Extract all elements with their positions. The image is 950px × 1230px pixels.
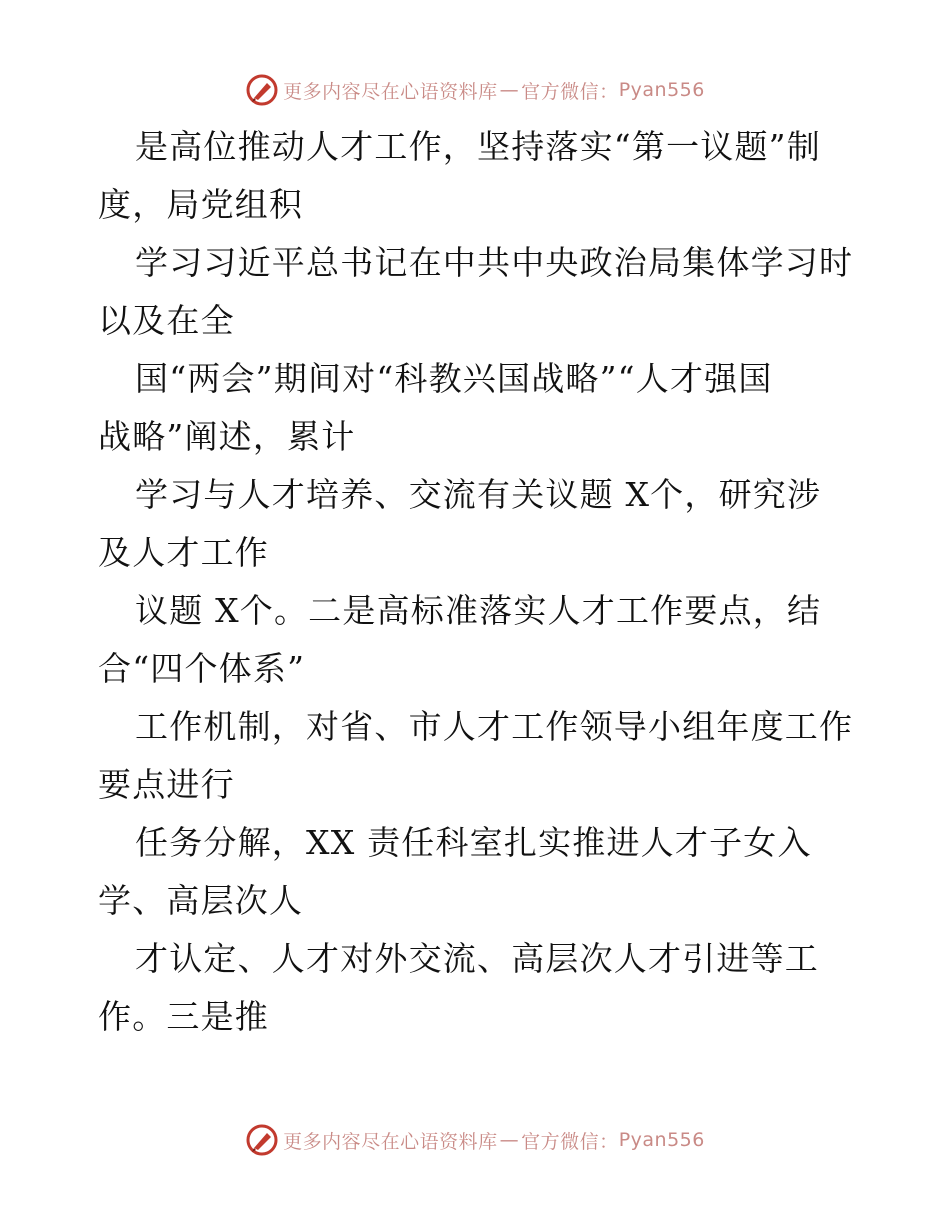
document-line: 合“四个体系” — [98, 649, 306, 688]
watermark-separator: — — [499, 79, 520, 101]
document-line: 学习与人才培养、交流有关议题 X个，研究涉 — [135, 475, 822, 514]
document-line: 任务分解，XX 责任科室扎实推进人才子女入 — [135, 823, 812, 862]
pen-logo-icon — [245, 1123, 279, 1157]
document-line: 以及在全 — [98, 301, 235, 340]
document-line: 国“两会”期间对“科教兴国战略”“人才强国 — [135, 359, 773, 398]
watermark-separator: — — [499, 1129, 520, 1151]
document-line: 是高位推动人才工作，坚持落实“第一议题”制 — [135, 127, 821, 166]
document-line: 议题 X个。二是高标准落实人才工作要点，结 — [135, 591, 822, 630]
watermark-text: 更多内容尽在心语资料库 — [283, 80, 498, 103]
document-body — [98, 118, 858, 1046]
watermark-contact-label: 官方微信： — [521, 1130, 619, 1153]
watermark-contact-label: 官方微信： — [521, 80, 619, 103]
watermark-contact-id: Pyan556 — [618, 1129, 705, 1151]
document-line: 度，局党组积 — [98, 185, 304, 224]
footer-watermark — [0, 1120, 950, 1160]
document-line: 战略”阐述，累计 — [98, 417, 356, 456]
watermark-text: 更多内容尽在心语资料库 — [283, 1130, 498, 1153]
document-line: 才认定、人才对外交流、高层次人才引进等工 — [135, 939, 819, 978]
document-line: 要点进行 — [98, 765, 235, 804]
document-line: 学、高层次人 — [98, 881, 304, 920]
watermark-contact-id: Pyan556 — [618, 79, 705, 101]
document-line: 学习习近平总书记在中共中央政治局集体学习时 — [135, 243, 854, 282]
pen-logo-icon — [245, 73, 279, 107]
header-watermark — [0, 70, 950, 110]
document-line: 及人才工作 — [98, 533, 269, 572]
document-line: 工作机制，对省、市人才工作领导小组年度工作 — [135, 707, 854, 746]
document-line: 作。三是推 — [98, 997, 269, 1036]
